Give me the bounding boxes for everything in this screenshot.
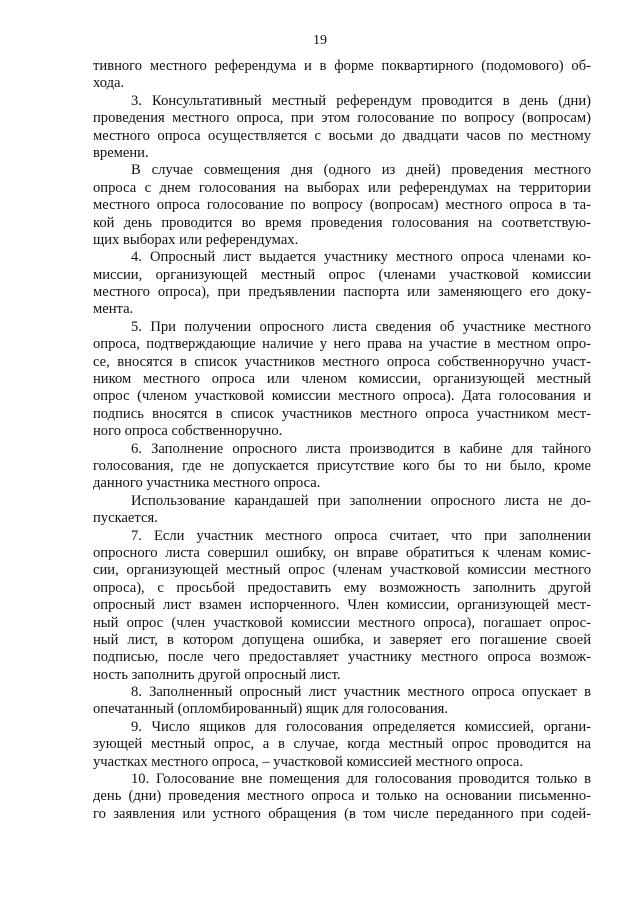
text-line: 8. Заполненный опросный лист участник местного опроса опускает в — [131, 684, 591, 701]
document-body — [93, 58, 591, 823]
text-line: миссии, организующей местный опрос (членами участковой комиссии — [93, 266, 591, 283]
text-line: 4. Опросный лист выдается участнику местного опроса членами ко- — [131, 249, 591, 266]
text-line: 9. Число ящиков для голосования определяется комиссией, органи- — [131, 718, 591, 735]
text-line: день (дни) проведения местного опроса и только на основании письменно- — [93, 788, 591, 805]
paragraph — [93, 249, 591, 319]
text-line: 3. Консультативный местный референдум проводится в день (дни) — [131, 92, 591, 109]
text-line: опечатанный (опломбированный) ящик для голосования. — [93, 701, 448, 718]
paragraph — [93, 93, 591, 163]
text-line: ный лист, в котором допущена ошибка, и заверяет его погашение своей — [93, 631, 591, 648]
text-line: зующей местный опрос, а в случае, когда местный опрос проводится на — [93, 736, 591, 753]
text-line: кой день проводится во время проведения голосования на соответствую- — [93, 214, 591, 231]
text-line: В случае совмещения дня (одного из дней) проведения местного — [131, 162, 591, 179]
text-line: Использование карандашей при заполнении опросного листа не до- — [131, 492, 591, 509]
text-line: участках местного опроса, – участковой комиссией местного опроса. — [93, 753, 524, 770]
text-line: тивного местного референдума и в форме поквартирного (подомового) об- — [93, 58, 591, 74]
paragraph — [93, 771, 591, 823]
text-line: подпись вносятся в список участников местного опроса участником мест- — [93, 405, 591, 422]
text-line: ный опрос (член участковой комиссии местного опроса), погашает опрос- — [93, 614, 591, 631]
text-line: ного опроса собственноручно. — [93, 423, 283, 440]
text-line: проведения местного опроса, при этом голосование по вопросу (вопросам) — [93, 110, 591, 127]
paragraph — [93, 684, 591, 719]
text-line: 7. Если участник местного опроса считает, что при заполнении — [131, 527, 591, 544]
paragraph — [93, 319, 591, 441]
text-line: опрос (членом участковой комиссии местного опроса). Дата голосования и — [93, 388, 591, 405]
text-line: го заявления или устного обращения (в том числе переданного при содей- — [93, 805, 591, 822]
text-line: местного опроса осуществляется с восьми до двадцати часов по местному — [93, 127, 591, 144]
paragraph — [93, 493, 591, 528]
text-line: мента. — [93, 301, 134, 318]
text-line: опроса, подтверждающие наличие у него права на участие в местном опро- — [93, 336, 591, 353]
text-line: 10. Голосование вне помещения для голосования проводится только в — [131, 771, 591, 788]
text-line: опроса с днем голосования на выборах или референдумах на территории — [93, 179, 591, 196]
text-line: опроса), с просьбой предоставить ему возможность заполнить другой — [93, 579, 591, 596]
text-line: голосования, где не допускается присутствие кого бы то ни было, кроме — [93, 457, 591, 474]
text-line: ность заполнить другой опросный лист. — [93, 666, 341, 683]
text-line: сии, организующей местный опрос (членам участковой комиссии местного — [93, 562, 591, 579]
text-line: местного опроса), при предъявлении паспорта или заменяющего его доку- — [93, 284, 591, 301]
text-line: хода. — [93, 75, 125, 92]
text-line: подписью, после чего предоставляет участнику местного опроса возмож- — [93, 649, 591, 666]
text-line: ником местного опроса или членом комиссии, организующей местный — [93, 371, 591, 388]
text-line: се, вносятся в список участников местного опроса собственноручно участ- — [93, 353, 591, 370]
paragraph — [93, 719, 591, 771]
paragraph — [93, 58, 591, 93]
text-line: данного участника местного опроса. — [93, 475, 321, 492]
paragraph — [93, 162, 591, 249]
text-line: щих выборах или референдумах. — [93, 231, 299, 248]
paragraph — [93, 441, 591, 493]
paragraph — [93, 528, 591, 685]
text-line: 6. Заполнение опросного листа производится в кабине для тайного — [131, 440, 591, 457]
text-line: опросного листа совершил ошибку, он вправе обратиться к членам комис- — [93, 544, 591, 561]
text-line: 5. При получении опросного листа сведения об участнике местного — [131, 318, 591, 335]
text-line: местного опроса голосование по вопросу (вопросам) местного опроса в та- — [93, 197, 591, 214]
text-line: времени. — [93, 144, 149, 161]
page-number: 19 — [313, 33, 327, 48]
text-line: пускается. — [93, 510, 158, 527]
text-line: опросный лист взамен испорченного. Член комиссии, организующей мест- — [93, 597, 591, 614]
